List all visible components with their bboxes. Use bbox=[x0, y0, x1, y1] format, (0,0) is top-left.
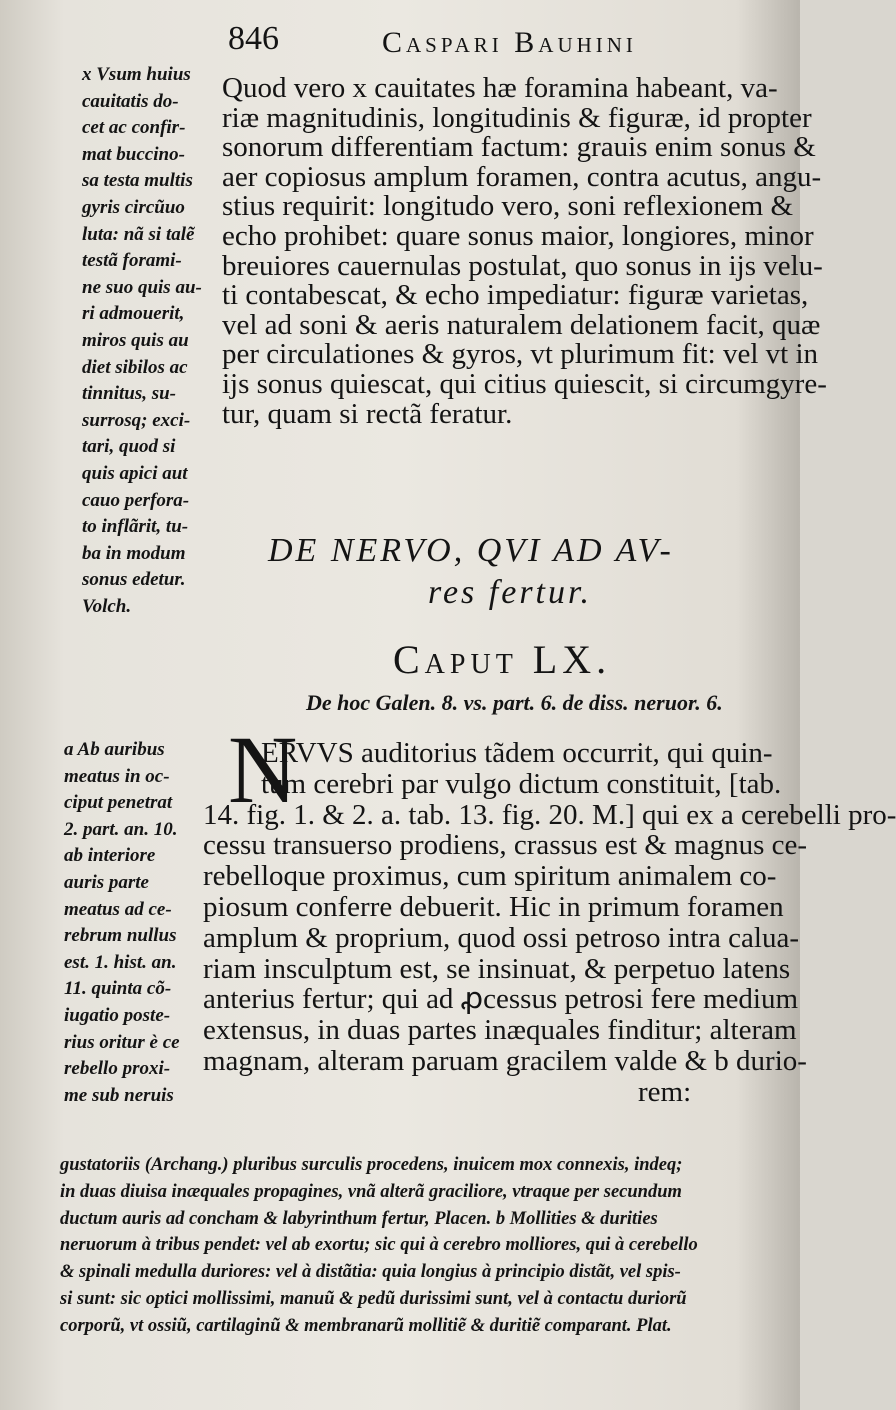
margin-note-line: meatus ad ce- bbox=[64, 898, 172, 920]
footnote-line: & spinali medulla duriores: vel à distãtia: quia longius à principio distãt, vel spis- bbox=[60, 1262, 681, 1283]
chapter-source-reference: De hoc Galen. 8. vs. part. 6. de diss. neruor. 6. bbox=[306, 690, 723, 715]
paragraph-1 bbox=[222, 74, 827, 429]
text-line: rebelloque proximus, cum spiritum animalem co- bbox=[203, 860, 777, 893]
margin-note-line: cauo perfora- bbox=[82, 489, 190, 511]
text-line: riam insculptum est, se insinuat, & perpetuo latens bbox=[203, 952, 791, 985]
text-line: ti contabescat, & echo impediatur: figuræ varietas, bbox=[222, 279, 809, 312]
margin-note-line: miros quis au bbox=[82, 329, 189, 351]
drop-cap: N bbox=[228, 716, 298, 823]
margin-note-line: sa testa multis bbox=[82, 170, 193, 192]
text-line: per circulationes & gyros, vt plurimum fit: vel vt in bbox=[222, 338, 819, 371]
paragraph-2 bbox=[203, 738, 896, 1108]
section-heading-line: res fertur. bbox=[428, 574, 592, 611]
text-line: ijs sonus quiescat, qui citius quiescit, si circumgyre- bbox=[222, 367, 827, 400]
text-line: sonorum differentiam factum: grauis enim sonus & bbox=[222, 131, 816, 164]
margin-note-line: testã forami- bbox=[82, 250, 182, 272]
text-line: echo prohibet: quare sonus maior, longiores, minor bbox=[222, 219, 814, 252]
margin-note-line: rebello proxi- bbox=[64, 1058, 171, 1080]
margin-note-a bbox=[64, 737, 180, 1109]
section-heading-line: DE NERVO, QVI AD AV- bbox=[268, 532, 674, 569]
margin-note-line: luta: nã si talẽ bbox=[82, 223, 195, 245]
margin-note-line: auris parte bbox=[64, 871, 149, 893]
margin-note-line: ciput penetrat bbox=[64, 792, 173, 814]
margin-note-line: ri admouerit, bbox=[82, 303, 185, 325]
margin-note-line: ba in modum bbox=[82, 542, 186, 564]
margin-note-line: surrosq; exci- bbox=[82, 409, 191, 431]
footnote-line: gustatoriis (Archang.) pluribus surculis procedens, inuicem mox connexis, indeq; bbox=[60, 1155, 683, 1175]
text-line: stius requirit: longitudo vero, soni reflexionem & bbox=[222, 190, 794, 223]
text-line: magnam, alteram paruam gracilem valde & b durio- bbox=[203, 1044, 807, 1077]
text-line: anterius fertur; qui ad ꝓcessus petrosi fere medium bbox=[203, 983, 799, 1016]
text-line: vel ad soni & aeris naturalem delationem facit, quæ bbox=[222, 308, 821, 341]
text-line: amplum & proprium, quod ossi petroso intra calua- bbox=[203, 921, 800, 954]
text-line: cessu transuerso prodiens, crassus est & magnus ce- bbox=[203, 829, 808, 862]
footnote-line: neruorum à tribus pendet: vel ab exortu; sic qui à cerebro molliores, qui à cerebello bbox=[60, 1235, 698, 1256]
section-heading bbox=[268, 530, 674, 614]
margin-note-line: me sub neruis bbox=[64, 1084, 174, 1106]
text-line: Quod vero x cauitates hæ foramina habeant, va- bbox=[222, 72, 778, 104]
margin-note-line: est. 1. hist. an. bbox=[64, 951, 177, 973]
margin-note-line: meatus in oc- bbox=[64, 765, 170, 787]
margin-note-line: 11. quinta cõ- bbox=[64, 978, 172, 1000]
margin-note-line: gyris circũuo bbox=[82, 196, 185, 218]
margin-note-line: quis apici aut bbox=[82, 462, 188, 484]
margin-note-line: 2. part. an. 10. bbox=[64, 818, 178, 840]
margin-note-line: Volch. bbox=[82, 595, 132, 617]
text-line: 14. fig. 1. & 2. a. tab. 13. fig. 20. M.] qui ex a cerebelli pro- bbox=[203, 798, 896, 831]
margin-note-line: mat buccino- bbox=[82, 143, 185, 165]
margin-note-line: ab interiore bbox=[64, 845, 156, 867]
text-line: rem: bbox=[203, 1075, 692, 1108]
margin-note-line: ne suo quis au- bbox=[82, 276, 202, 298]
margin-note-line: tari, quod si bbox=[82, 436, 176, 458]
text-line: extensus, in duas partes inæquales finditur; alteram bbox=[203, 1014, 797, 1047]
footnote-line: corporũ, vt ossiũ, cartilaginũ & membranarũ mollitiẽ & duritiẽ comparant. Plat. bbox=[60, 1315, 672, 1336]
text-line: ERVVS auditorius tãdem occurrit, qui quin- bbox=[261, 737, 773, 769]
text-line: tur, quam si rectã feratur. bbox=[222, 397, 513, 430]
margin-note-line: tinnitus, su- bbox=[82, 383, 176, 405]
text-line: riæ magnitudinis, longitudinis & figuræ, id propter bbox=[222, 101, 812, 134]
footnote-line: si sunt: sic optici mollissimi, manuũ & pedũ durissimi sunt, vel à contactu duriorũ bbox=[60, 1288, 687, 1309]
text-line: breuiores cauernulas postulat, quo sonus in ijs velu- bbox=[222, 249, 823, 282]
chapter-title: Caput LX. bbox=[393, 637, 612, 682]
footnotes bbox=[60, 1152, 698, 1340]
footnote-line: in duas diuisa inæquales propagines, vnã alterã graciliore, vtraque per secundum bbox=[60, 1181, 682, 1202]
margin-note-line: sonus edetur. bbox=[82, 569, 186, 591]
margin-note-line: cet ac confir- bbox=[82, 117, 186, 139]
margin-note-line: rebrum nullus bbox=[64, 925, 177, 947]
text-line: tum cerebri par vulgo dictum constituit, [tab. bbox=[261, 767, 782, 800]
footnote-line: ductum auris ad concham & labyrinthum fertur, Placen. b Mollities & durities bbox=[60, 1208, 658, 1229]
page-number: 846 bbox=[228, 20, 279, 57]
margin-note-line: a Ab auribus bbox=[64, 739, 165, 760]
margin-note-line: cauitatis do- bbox=[82, 90, 179, 112]
margin-note-x bbox=[82, 62, 202, 620]
margin-note-line: x Vsum huius bbox=[82, 64, 191, 85]
margin-note-line: rius oritur è ce bbox=[64, 1031, 180, 1053]
margin-note-line: to inflãrit, tu- bbox=[82, 516, 189, 538]
running-head: Caspari Bauhini bbox=[382, 26, 637, 59]
margin-note-line: diet sibilos ac bbox=[82, 356, 188, 378]
text-line: aer copiosus amplum foramen, contra acutus, angu- bbox=[222, 160, 822, 193]
text-line: piosum conferre debuerit. Hic in primum foramen bbox=[203, 890, 784, 923]
margin-note-line: iugatio poste- bbox=[64, 1004, 171, 1026]
